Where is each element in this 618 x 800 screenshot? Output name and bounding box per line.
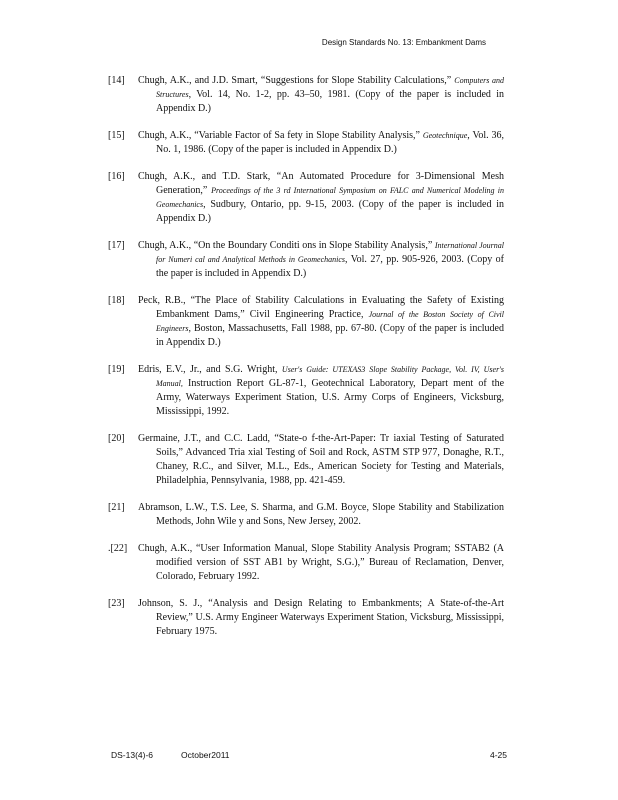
reference-20 [108,432,504,488]
reference-number: [17] [108,240,125,251]
reference-18 [108,294,504,350]
reference-text: Germaine, J.T., and C.C. Ladd, “State-o f-the-Art-Paper: Tr iaxial Testing of Saturated Soils,” Advanced Tria xial Testing of Soil and Rock, ASTM STP 977, Donaghe, R.T., Chaney, R.C., and Silver, M.L., Eds., American Society for Testing and Materials, Philadelphia, Pennsylvania, 1988, pp. 421-459. [138,433,504,486]
reference-19 [108,363,504,419]
reference-italic: Geotechnique [422,131,468,140]
reference-text: Edris, E.V., Jr., and S.G. Wright, [138,364,278,375]
reference-22 [108,542,504,584]
reference-text: Chugh, A.K., and T.D. Stark, “An Automated Procedure for 3-Dimensional Mesh Generation,” [138,171,504,196]
page-header: Design Standards No. 13: Embankment Dams [321,38,486,47]
reference-italic: Proceedings of the 3 rd International Symposium on FALC and Numerical Modeling in Geomechanics [156,186,504,209]
reference-text-post: , Sudbury, Ontario, pp. 9-15, 2003. (Copy of the paper is included in Appendix D.) [156,199,504,224]
page-number: 4-25 [489,750,507,760]
reference-14 [108,74,504,116]
reference-number: [20] [108,433,125,444]
reference-number: [19] [108,364,125,375]
reference-text: Chugh, A.K., “Variable Factor of Sa fety in Slope Stability Analysis,” [138,130,420,141]
document-id: DS-13(4)-6 [111,750,154,760]
reference-number: [21] [108,502,125,513]
reference-23 [108,597,504,639]
reference-text: Chugh, A.K., and J.D. Smart, “Suggestions for Slope Stability Calculations,” [138,75,452,86]
reference-21 [108,501,504,529]
reference-17 [108,239,504,281]
reference-number: [16] [108,171,125,182]
reference-number: [23] [108,598,125,609]
reference-number: [18] [108,295,125,306]
reference-text: Chugh, A.K., “User Information Manual, Slope Stability Analysis Program; SSTAB2 (A modified version of SST AB1 by Wright, S.G.),” Bureau of Reclamation, Denver, Colorado, February 1992. [138,543,504,582]
reference-number: .[22] [108,543,128,554]
reference-text-post: , Vol. 27, pp. 905-926, 2003. (Copy of the paper is included in Appendix D.) [156,254,504,279]
reference-text-post: , Vol. 36, No. 1, 1986. (Copy of the paper is included in Appendix D.) [156,130,504,155]
reference-text-post: Instruction Report GL-87-1, Geotechnical Laboratory, Depart ment of the Army, Waterways Experiment Station, U.S. Army Corps of Engineers, Vicksburg, Mississippi, 1992. [156,378,505,417]
document-date: October2011 [181,750,230,760]
reference-italic: Journal of the Boston Society of Civil Engineers [156,310,505,333]
reference-number: [14] [108,75,125,86]
reference-italic: International Journal for Numeri cal and Analytical Methods in Geomechanics [156,241,505,264]
reference-text: Chugh, A.K., “On the Boundary Conditi ons in Slope Stability Analysis,” [138,240,433,251]
reference-16 [108,170,504,226]
reference-text: Abramson, L.W., T.S. Lee, S. Sharma, and G.M. Boyce, Slope Stability and Stabilization Methods, John Wile y and Sons, New Jersey, 2002. [138,502,504,527]
reference-text-post: , Boston, Massachusetts, Fall 1988, pp. 67-80. (Copy of the paper is included in Appendix D.) [156,323,504,348]
reference-italic: Computers and Structures [156,76,504,99]
reference-text: Peck, R.B., “The Place of Stability Calculations in Evaluating the Safety of Existing Embankment Dams,” Civil Engineering Practice, [138,295,504,320]
reference-text: Johnson, S. J., “Analysis and Design Relating to Embankments; A State-of-the-Art Review,” U.S. Army Engineer Waterways Experiment Station, Vicksburg, Mississippi, February 1975. [138,598,504,637]
reference-text-post: , Vol. 14, No. 1-2, pp. 43–50, 1981. (Copy of the paper is included in Appendix D.) [156,89,504,114]
reference-number: [15] [108,130,125,141]
reference-list [108,74,504,652]
reference-15 [108,129,504,157]
reference-italic: User's Guide: UTEXAS3 Slope Stability Package, Vol. IV, User's Manual, [156,365,504,388]
